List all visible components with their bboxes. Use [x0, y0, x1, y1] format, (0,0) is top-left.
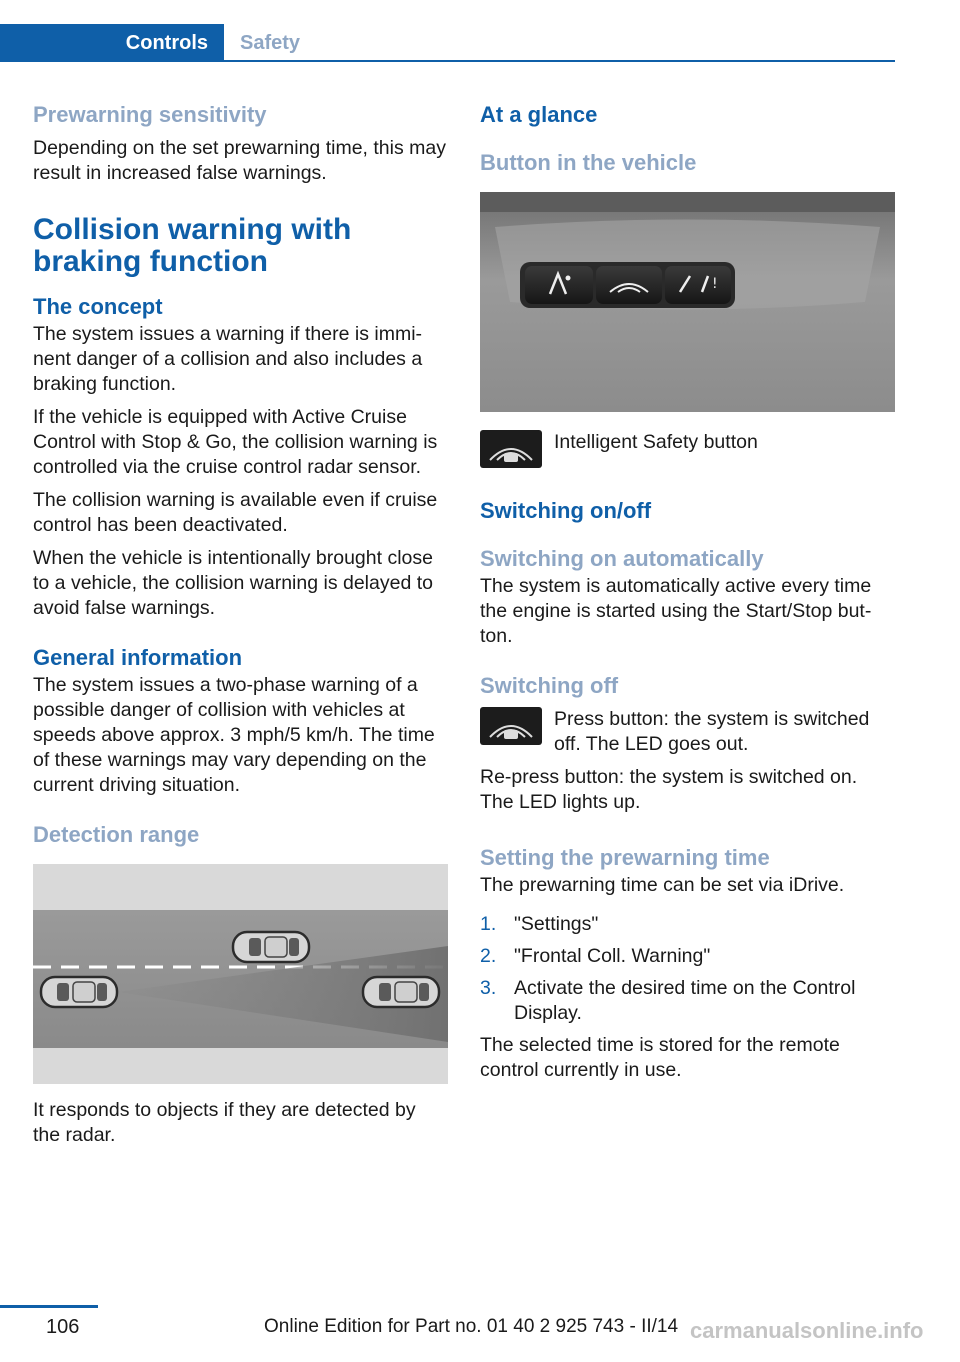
- tab-controls[interactable]: [0, 24, 224, 62]
- vehicle-button-illustration: [480, 192, 895, 412]
- switching-on-auto-text: The system is automatically active every time the engine is started using the Start/Stop but‐ton.: [480, 575, 872, 647]
- concept-paragraph-3: The collision warning is available even if cruise control has been deactivated.: [33, 489, 438, 536]
- concept-paragraph-4: When the vehicle is intentionally brought close to a vehicle, the collision warning is delayed to avoid false warnings.: [33, 547, 433, 619]
- button-pedestrian-warning-icon: [525, 266, 593, 304]
- concept-heading: The concept: [33, 294, 163, 319]
- button-intelligent-safety-icon: [596, 266, 662, 304]
- page-header: [0, 24, 895, 62]
- vehicle-button-photo: [480, 192, 895, 412]
- switching-on-auto-heading: Switching on automatically: [480, 546, 764, 571]
- edition-text: Online Edition for Part no. 01 40 2 925 743 - II/14: [264, 1316, 679, 1337]
- list-item: 2. "Frontal Coll. Warning": [480, 945, 711, 967]
- page-number: 106: [46, 1316, 80, 1338]
- switching-off-row: [480, 707, 895, 757]
- button-lane-departure-icon: [665, 266, 731, 304]
- intelligent-safety-icon: [480, 430, 542, 468]
- concept-paragraph-1: The system issues a warning if there is immi‐nent danger of a collision and also includes a braking function.: [33, 323, 423, 395]
- car-icon: [41, 977, 117, 1007]
- switching-off-heading: Switching off: [480, 673, 619, 698]
- svg-text:!: !: [712, 276, 718, 292]
- general-info-heading: General information: [33, 645, 243, 670]
- steps-list: [480, 912, 895, 1026]
- prewarning-heading: Prewarning sensitivity: [33, 102, 267, 127]
- intelligent-safety-caption: Intelligent Safety button: [554, 431, 758, 453]
- car-icon: [363, 977, 439, 1007]
- switching-on-off-heading: Switching on/off: [480, 498, 652, 523]
- stored-text: The selected time is stored for the remote control currently in use.: [480, 1034, 840, 1081]
- intelligent-safety-legend: [480, 430, 895, 468]
- section-title-line2: braking function: [33, 245, 268, 278]
- general-info-text: The system issues a two-phase warning of a possible danger of collision with vehicles at speeds above approx. 3 mph/5 km/h. The time of these warnings may vary depending on the current driving situation.: [33, 674, 435, 796]
- detection-range-diagram: [33, 864, 448, 1084]
- footer-rule: [0, 1305, 98, 1308]
- detection-range-caption: It responds to objects if they are detected by the radar.: [33, 1099, 416, 1146]
- intelligent-safety-icon: [480, 707, 542, 745]
- tab-controls-label: Controls: [125, 31, 208, 54]
- tab-safety-label: Safety: [240, 31, 301, 54]
- prewarning-text: Depending on the set prewarning time, this may result in increased false warnings.: [33, 137, 446, 184]
- setting-prewarning-text: The prewarning time can be set via iDrive.: [480, 874, 845, 896]
- button-in-vehicle-heading: Button in the vehicle: [480, 150, 697, 175]
- setting-prewarning-heading: Setting the prewarning time: [480, 845, 770, 870]
- list-item: 3. Activate the desired time on the Control Display.: [480, 977, 856, 1024]
- header-rule: [224, 60, 895, 62]
- at-a-glance-heading: At a glance: [480, 102, 598, 127]
- car-icon: [233, 932, 309, 962]
- concept-paragraph-2: If the vehicle is equipped with Active Cruise Control with Stop & Go, the collision warning is controlled via the cruise control radar sensor.: [33, 406, 438, 478]
- section-title-line1: Collision warning with: [33, 213, 352, 246]
- left-column: [33, 100, 448, 1148]
- watermark: carmanualsonline.info: [690, 1318, 924, 1343]
- repress-text: Re-press button: the system is switched on. The LED lights up.: [480, 766, 858, 813]
- detection-range-heading: Detection range: [33, 822, 200, 847]
- right-column: [480, 100, 895, 1083]
- switching-off-text: Press button: the system is switched off. The LED goes out.: [554, 708, 870, 755]
- list-item: 1. "Settings": [480, 913, 599, 935]
- tab-safety[interactable]: [240, 24, 300, 62]
- detection-range-figure: [33, 864, 448, 1084]
